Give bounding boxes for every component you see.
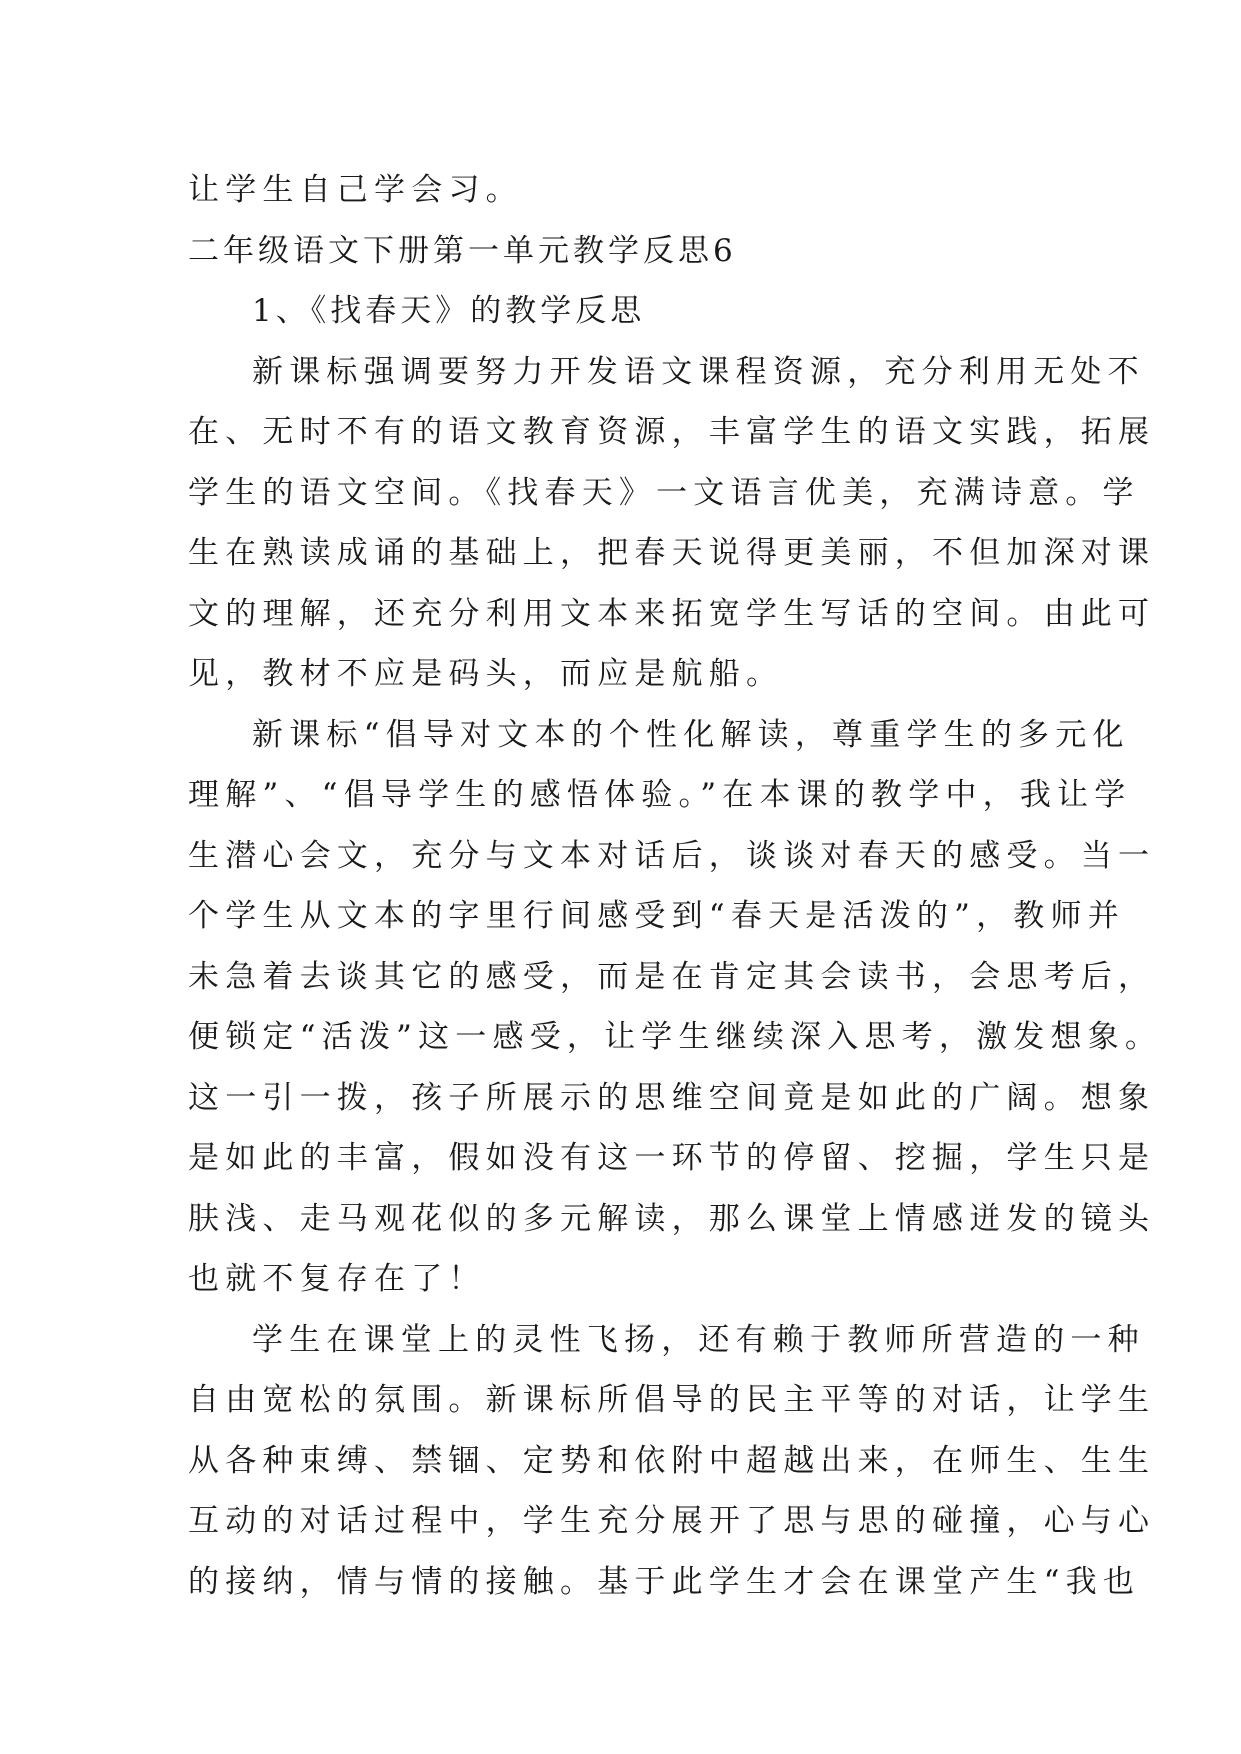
paragraph-line: 自由宽松的氛围。新课标所倡导的民主平等的对话，让学生 bbox=[188, 1382, 1156, 1418]
paragraph-line: 也就不复存在了！ bbox=[188, 1261, 486, 1297]
paragraph-line: 文的理解，还充分利用文本来拓宽学生写话的空间。由此可 bbox=[188, 595, 1156, 632]
paragraph-line: 见，教材不应是码头，而应是航船。 bbox=[188, 656, 784, 692]
paragraph-line: 理解”、“倡导学生的感悟体验。”在本课的教学中，我让学 bbox=[188, 777, 1132, 813]
document-body bbox=[188, 160, 1163, 1612]
paragraph-line: 互动的对话过程中，学生充分展开了思与思的碰撞，心与心 bbox=[188, 1503, 1156, 1539]
paragraph-line: 学生在课堂上的灵性飞扬，还有赖于教师所营造的一种 bbox=[252, 1321, 1145, 1358]
paragraph-line: 便锁定“活泼”这一感受，让学生继续深入思考，激发想象。 bbox=[188, 1019, 1163, 1055]
paragraph-line: 这一引一拨，孩子所展示的思维空间竟是如此的广阔。想象 bbox=[188, 1079, 1156, 1116]
paragraph-line: 的接纳，情与情的接触。基于此学生才会在课堂产生“我也 bbox=[188, 1563, 1141, 1600]
paragraph-line: 学生的语文空间。《找春天》一文语言优美，充满诗意。学 bbox=[188, 474, 1140, 511]
text-line: 让学生自己学会习。 bbox=[188, 172, 523, 208]
paragraph-line: 未急着去谈其它的感受，而是在肯定其会读书，会思考后， bbox=[188, 958, 1156, 995]
paragraph-line: 在、无时不有的语文教育资源，丰富学生的语文实践，拓展 bbox=[188, 414, 1156, 450]
paragraph-line: 新课标“倡导对文本的个性化解读，尊重学生的多元化 bbox=[252, 716, 1130, 753]
paragraph-line: 是如此的丰富，假如没有这一环节的停留、挖掘，学生只是 bbox=[188, 1140, 1156, 1176]
paragraph-line: 生在熟读成诵的基础上，把春天说得更美丽，不但加深对课 bbox=[188, 535, 1156, 571]
paragraph-line: 从各种束缚、禁锢、定势和依附中超越出来，在师生、生生 bbox=[188, 1442, 1156, 1479]
subsection-heading: 1、《找春天》的教学反思 bbox=[252, 293, 646, 329]
paragraph-line: 生潜心会文，充分与文本对话后，谈谈对春天的感受。当一 bbox=[188, 837, 1156, 874]
section-heading: 二年级语文下册第一单元教学反思6 bbox=[188, 232, 737, 269]
paragraph-line: 个学生从文本的字里行间感受到“春天是活泼的”，教师并 bbox=[188, 898, 1125, 934]
paragraph-line: 新课标强调要努力开发语文课程资源，充分利用无处不 bbox=[252, 353, 1145, 390]
paragraph-line: 肤浅、走马观花似的多元解读，那么课堂上情感迸发的镜头 bbox=[188, 1200, 1156, 1237]
